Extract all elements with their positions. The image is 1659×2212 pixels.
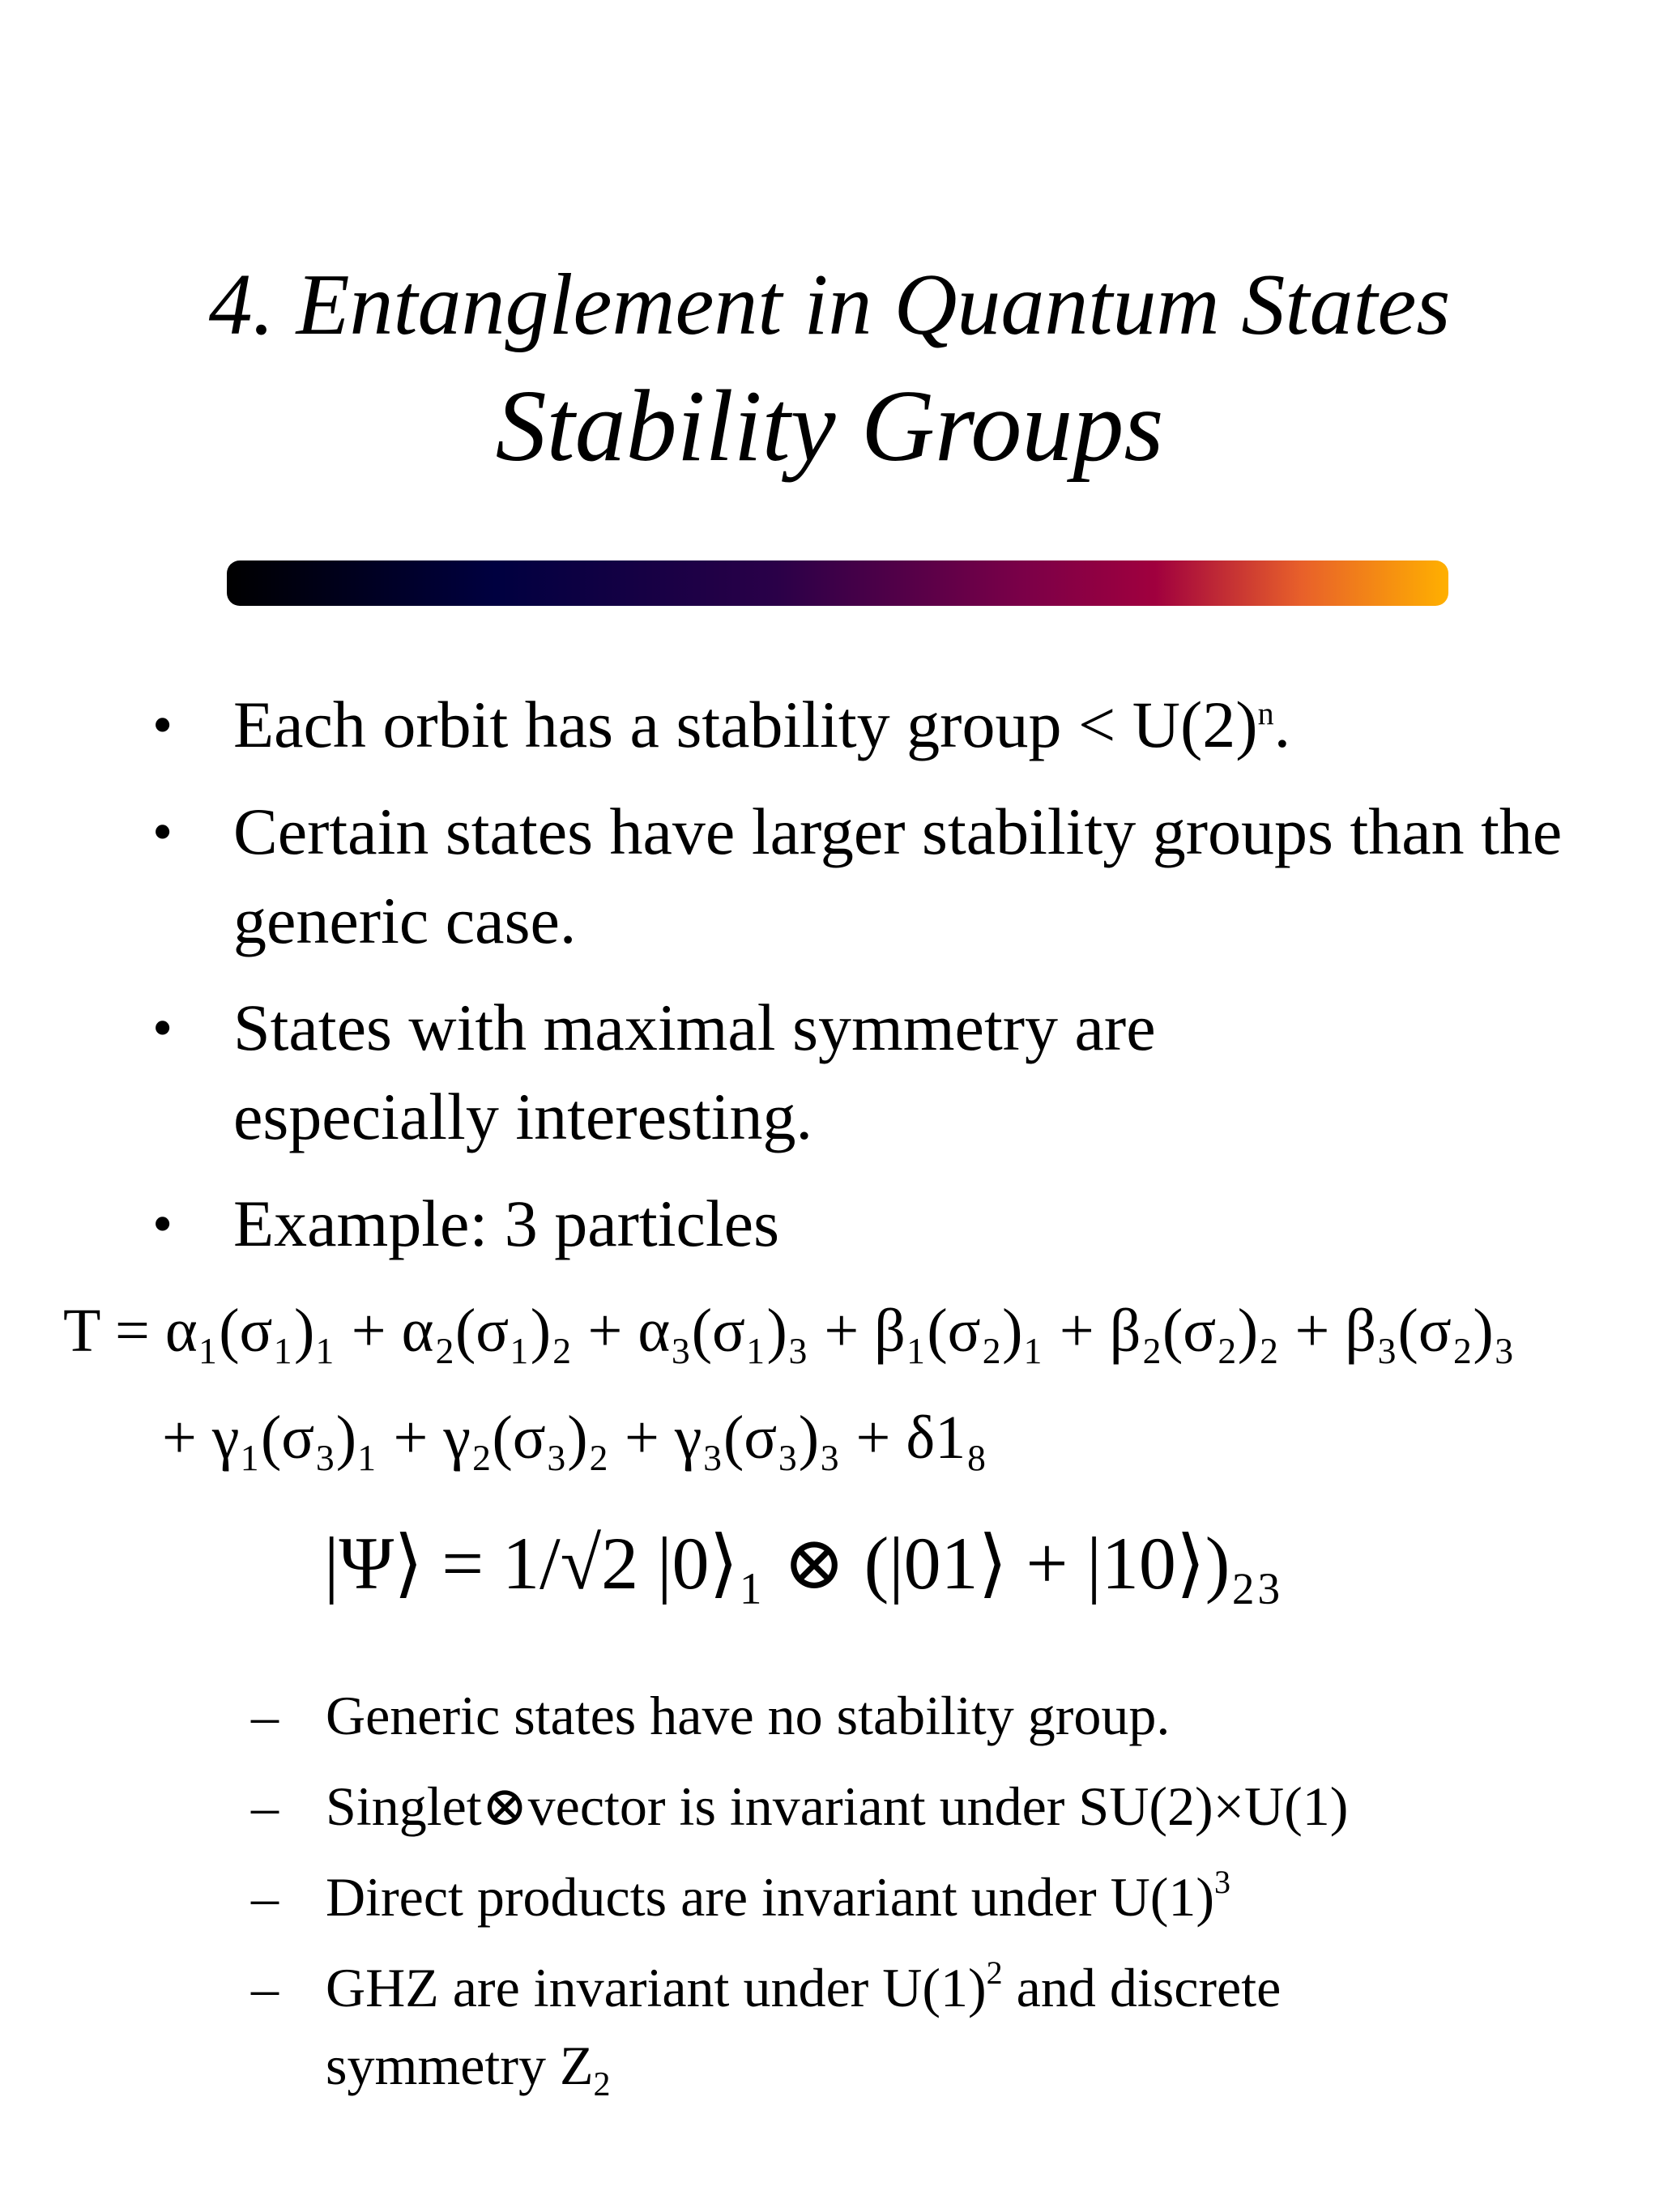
gradient-divider	[227, 560, 1448, 606]
slide-title: 4. Entanglement in Quantum States	[208, 257, 1451, 353]
bullet-superscript: n	[1257, 695, 1274, 731]
sub-bullet-list	[251, 1677, 1628, 2117]
sub-bullet-superscript: 3	[1214, 1864, 1230, 1900]
sub-bullet-text: Singlet⊗vector is invariant under SU(2)×U(1)	[326, 1775, 1349, 1837]
bullet-list	[138, 680, 1644, 1286]
bullet-icon: •	[152, 1191, 173, 1256]
state-equation: |Ψ⟩ = 1/√2 |0⟩₁ ⊗ (|01⟩ + |10⟩)₂₃	[324, 1522, 1282, 1605]
slide-subtitle: Stability Groups	[495, 370, 1164, 483]
dash-icon: –	[251, 1957, 279, 2018]
operator-equation-line2: + γ₁(σ₃)₁ + γ₂(σ₃)₂ + γ₃(σ₃)₃ + δ1₈	[162, 1404, 987, 1472]
sub-bullet-item	[251, 1858, 1628, 1936]
sub-bullet-superscript: 2	[986, 1954, 1003, 1991]
bullet-item	[138, 680, 1644, 769]
bullet-text: Example: 3 particles	[233, 1187, 779, 1260]
sub-bullet-subscript: 2	[593, 2066, 611, 2103]
sub-bullet-item	[251, 1949, 1427, 2104]
sub-bullet-item	[251, 1767, 1628, 1845]
bullet-item	[138, 787, 1644, 965]
sub-bullet-item	[251, 1677, 1628, 1754]
bullet-icon: •	[152, 995, 173, 1060]
bullet-text: Certain states have larger stability groups than the generic case.	[233, 795, 1563, 957]
bullet-icon: •	[152, 693, 173, 757]
dash-icon: –	[251, 1685, 279, 1746]
bullet-item	[138, 1179, 1644, 1268]
dash-icon: –	[251, 1866, 279, 1928]
bullet-text: States with maximal symmetry are especially interesting.	[233, 991, 1156, 1153]
bullet-icon: •	[152, 799, 173, 864]
operator-equation-line1: T = α₁(σ₁)₁ + α₂(σ₁)₂ + α₃(σ₁)₃ + β₁(σ₂)₁ + β₂(σ₂)₂ + β₃(σ₂)₃	[63, 1297, 1516, 1365]
sub-bullet-text-cont: and discrete symmetry Z	[326, 1957, 1282, 2096]
bullet-end: .	[1273, 688, 1291, 761]
sub-bullet-text: GHZ are invariant under U(1)	[326, 1957, 987, 2018]
bullet-item	[138, 983, 1351, 1161]
dash-icon: –	[251, 1775, 279, 1837]
sub-bullet-text: Generic states have no stability group.	[326, 1685, 1171, 1746]
sub-bullet-text: Direct products are invariant under U(1)	[326, 1866, 1214, 1928]
bullet-text: Each orbit has a stability group < U(2)	[233, 688, 1258, 761]
